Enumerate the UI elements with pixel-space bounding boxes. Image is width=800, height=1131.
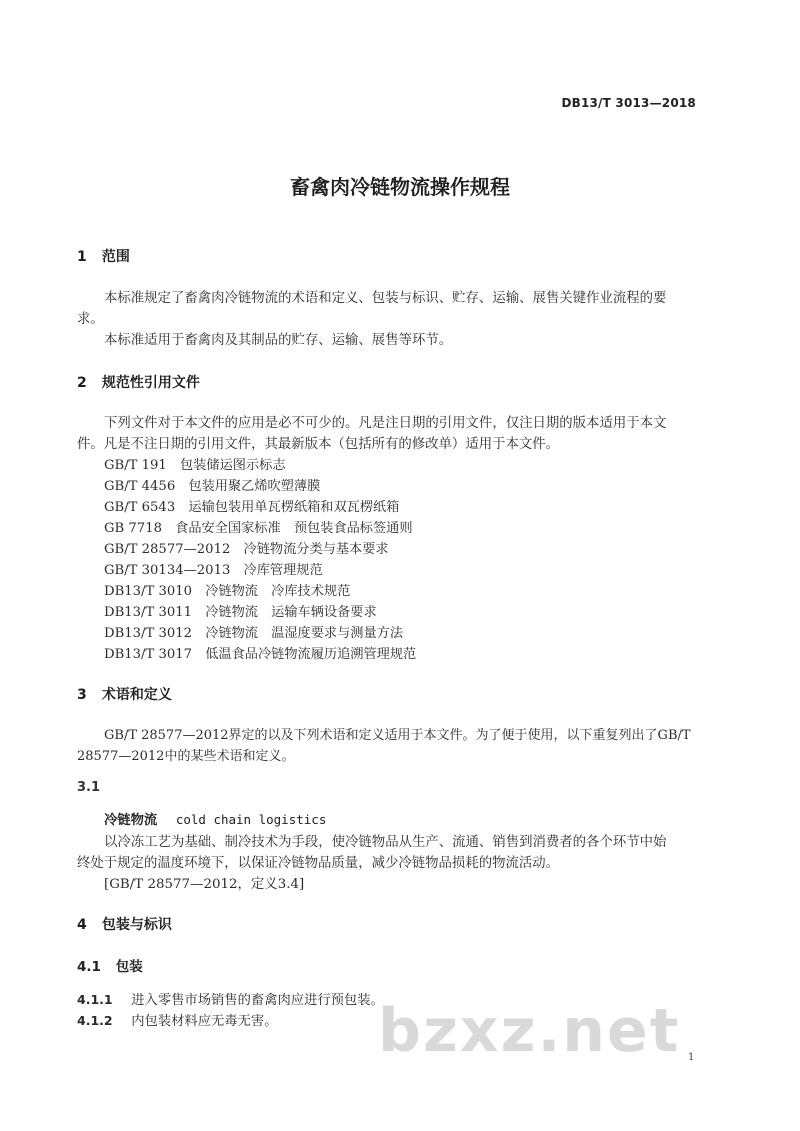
definition-line: 终处于规定的温度环境下，以保证冷链物品质量，减少冷链物品损耗的物流活动。	[77, 856, 560, 871]
reference-item: GB/T 4456 包装用聚乙烯吹塑薄膜	[104, 479, 321, 494]
reference-item: GB 7718 食品安全国家标准 预包装食品标签通则	[104, 521, 413, 536]
paragraph-line: 下列文件对于本文件的应用是必不可少的。凡是注日期的引用文件，仅注日期的版本适用于本文	[104, 416, 667, 431]
subsection-number: 4.1	[77, 959, 101, 975]
paragraph-line: 求。	[77, 312, 104, 327]
paragraph-line: 本标准规定了畜禽肉冷链物流的术语和定义、包装与标识、贮存、运输、展售关键作业流程的要	[104, 291, 667, 306]
subsection-heading-packaging	[77, 955, 143, 975]
watermark: bzxz.net	[378, 996, 681, 1066]
document-title: 畜禽肉冷链物流操作规程	[290, 175, 510, 199]
reference-item: GB/T 28577—2012 冷链物流分类与基本要求	[104, 542, 389, 557]
page-number: 1	[688, 1052, 695, 1063]
reference-item: DB13/T 3011 冷链物流 运输车辆设备要求	[104, 605, 377, 620]
paragraph-line: 本标准适用于畜禽肉及其制品的贮存、运输、展售等环节。	[104, 333, 453, 348]
section-number: 2	[77, 375, 87, 391]
section-number: 1	[77, 249, 87, 265]
section-title: 包装与标识	[101, 917, 172, 933]
section-heading-normative-references	[77, 372, 200, 392]
term-entry	[104, 809, 326, 828]
reference-item: GB/T 6543 运输包装用单瓦楞纸箱和双瓦楞纸箱	[104, 500, 400, 515]
paragraph-line: 28577—2012中的某些术语和定义。	[77, 749, 295, 764]
clause-text: 内包装材料应无毒无害。	[131, 1014, 278, 1029]
subsection-title: 包装	[115, 959, 143, 975]
clause-item	[77, 989, 384, 1008]
reference-item: DB13/T 3010 冷链物流 冷库技术规范	[104, 584, 351, 599]
reference-item: GB/T 30134—2013 冷库管理规范	[104, 563, 323, 578]
term-chinese: 冷链物流	[104, 813, 158, 828]
standard-code: DB13/T 3013—2018	[561, 96, 696, 110]
definition-line: 以冷冻工艺为基础、制冷技术为手段，使冷链物品从生产、流通、销售到消费者的各个环节中始	[104, 835, 667, 850]
paragraph-line: 件。凡是不注日期的引用文件，其最新版本（包括所有的修改单）适用于本文件。	[77, 437, 560, 452]
section-heading-packaging-and-marking	[77, 914, 172, 934]
term-number: 3.1	[77, 780, 101, 795]
clause-number: 4.1.1	[77, 992, 113, 1007]
clause-number: 4.1.2	[77, 1013, 113, 1028]
reference-item: DB13/T 3012 冷链物流 温湿度要求与测量方法	[104, 626, 404, 641]
definition-source: [GB/T 28577—2012，定义3.4]	[104, 877, 305, 892]
section-number: 4	[77, 917, 87, 933]
clause-item	[77, 1010, 278, 1029]
section-number: 3	[77, 687, 87, 703]
paragraph-line: GB/T 28577—2012界定的以及下列术语和定义适用于本文件。为了便于使用，以下重复列出了GB/T	[104, 728, 691, 743]
reference-item: GB/T 191 包装储运图示标志	[104, 458, 286, 473]
clause-text: 进入零售市场销售的畜禽肉应进行预包装。	[131, 993, 384, 1008]
term-english: cold chain logistics	[175, 812, 327, 827]
reference-item: DB13/T 3017 低温食品冷链物流履历追溯管理规范	[104, 647, 417, 662]
section-heading-scope	[77, 246, 130, 266]
section-title: 范围	[101, 249, 130, 265]
section-title: 术语和定义	[101, 687, 172, 703]
section-title: 规范性引用文件	[101, 375, 200, 391]
section-heading-terms-and-definitions	[77, 684, 172, 704]
